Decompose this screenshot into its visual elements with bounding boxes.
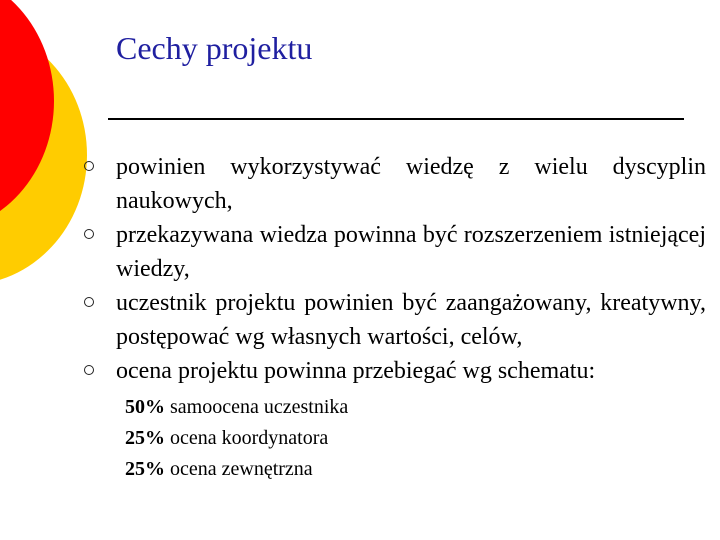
scheme-item xyxy=(125,423,348,454)
bullet-item xyxy=(116,218,706,286)
scheme-item xyxy=(125,454,348,485)
scheme-label: samoocena uczestnika xyxy=(165,396,349,418)
scheme-label: ocena koordynatora xyxy=(165,427,329,449)
title-underline-divider xyxy=(108,118,684,120)
hollow-circle-bullet-icon xyxy=(84,365,94,375)
bullet-text: powinien wykorzystywać wiedzę z wielu dyscyplin naukowych, xyxy=(116,154,706,214)
bullet-list xyxy=(116,150,706,388)
hollow-circle-bullet-icon xyxy=(84,229,94,239)
bullet-text: ocena projektu powinna przebiegać wg schematu: xyxy=(116,358,596,384)
bullet-item xyxy=(116,354,706,388)
hollow-circle-bullet-icon xyxy=(84,297,94,307)
assessment-scheme-list xyxy=(125,392,348,485)
bullet-text: uczestnik projektu powinien być zaangażowany, kreatywny, postępować wg własnych wartości, celów, xyxy=(116,290,706,350)
scheme-percent: 50% xyxy=(125,396,165,418)
slide-title: Cechy projektu xyxy=(116,30,313,66)
bullet-item xyxy=(116,286,706,354)
scheme-label: ocena zewnętrzna xyxy=(165,458,313,480)
hollow-circle-bullet-icon xyxy=(84,161,94,171)
scheme-percent: 25% xyxy=(125,427,165,449)
bullet-item xyxy=(116,150,706,218)
scheme-percent: 25% xyxy=(125,458,165,480)
bullet-text: przekazywana wiedza powinna być rozszerzeniem istniejącej wiedzy, xyxy=(116,222,706,282)
scheme-item xyxy=(125,392,348,423)
